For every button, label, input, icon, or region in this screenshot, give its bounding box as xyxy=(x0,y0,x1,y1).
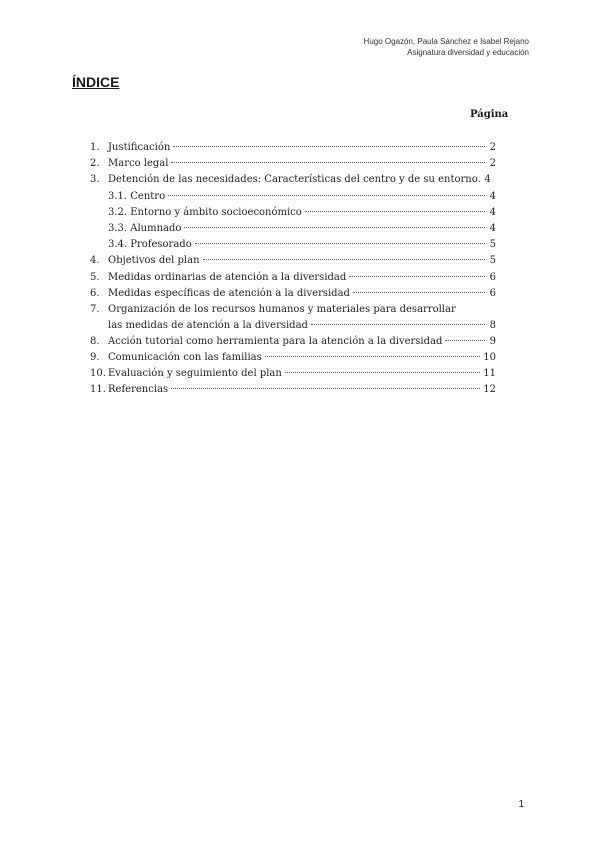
toc-item-page: 2 xyxy=(489,142,496,153)
toc-item-label: Acción tutorial como herramienta para la atención a la diversidad xyxy=(108,335,443,347)
toc-leader-dots xyxy=(171,388,480,389)
toc-item[interactable] xyxy=(90,350,496,366)
toc-item-page: 11 xyxy=(483,368,496,380)
toc-leader-dots xyxy=(305,211,485,212)
header-authors: Hugo Ogazón, Paula Sánchez e Isabel Rejano xyxy=(363,37,529,46)
toc-item-label: Evaluación y seguimiento del plan xyxy=(108,368,282,380)
toc-item-label: Referencias xyxy=(108,384,169,396)
toc-leader-dots xyxy=(353,292,485,293)
toc-leader-dots xyxy=(168,195,485,196)
toc-item-page: 4 xyxy=(489,206,496,218)
toc-item-number: 8. xyxy=(90,335,100,347)
page-title: ÍNDICE xyxy=(72,74,120,90)
toc-item-label-line1: Organización de los recursos humanos y materiales para desarrollar xyxy=(108,303,456,315)
toc-subitem[interactable] xyxy=(90,189,496,205)
toc-leader-dots xyxy=(285,372,480,373)
toc-item-label: Medidas ordinarias de atención a la diversidad xyxy=(108,271,347,283)
page-header xyxy=(364,36,529,58)
toc-item-number: 4. xyxy=(90,255,100,267)
toc-item-number: 5. xyxy=(90,271,100,283)
toc-item-label: Justificación xyxy=(108,142,171,153)
toc-leader-dots xyxy=(311,324,485,325)
toc-item[interactable] xyxy=(90,334,496,350)
toc-leader-dots xyxy=(349,276,485,277)
toc-item-number: 6. xyxy=(90,287,100,299)
toc-item[interactable] xyxy=(90,270,496,286)
page-number: 1 xyxy=(518,799,524,810)
toc-item[interactable] xyxy=(90,140,496,156)
toc-item-page: 2 xyxy=(489,158,496,170)
toc-leader-dots xyxy=(173,146,485,147)
toc-item-label: Comunicación con las familias xyxy=(108,352,262,364)
toc-item-page: 12 xyxy=(483,384,496,396)
toc-item[interactable] xyxy=(90,156,496,172)
toc-item[interactable] xyxy=(90,302,496,334)
toc-item[interactable] xyxy=(90,286,496,302)
toc-item-page: 9 xyxy=(489,335,496,347)
toc-item-label: 3.3. Alumnado xyxy=(108,222,182,234)
toc-subitem[interactable] xyxy=(90,237,496,253)
toc-item-page: 4 xyxy=(489,190,496,202)
toc-item-label: Marco legal xyxy=(108,158,169,170)
toc-item-page: 4 xyxy=(484,174,491,186)
toc-item-number: 11. xyxy=(90,384,106,396)
toc-leader-dots xyxy=(171,162,485,163)
toc-item[interactable] xyxy=(90,172,496,188)
toc-item-page: 10 xyxy=(483,352,496,364)
toc-item-label: 3.2. Entorno y ámbito socioeconómico xyxy=(108,206,302,218)
toc-item[interactable] xyxy=(90,253,496,269)
toc-item[interactable] xyxy=(90,382,496,398)
header-subject: Asignatura diversidad y educación xyxy=(407,48,529,57)
toc-item-label: 3.1. Centro xyxy=(108,190,166,202)
toc-subitem[interactable] xyxy=(90,205,496,221)
toc-item-page: 6 xyxy=(489,271,496,283)
toc-leader-dots xyxy=(265,356,480,357)
toc-item-page: 5 xyxy=(489,239,496,251)
toc-item[interactable] xyxy=(90,366,496,382)
toc-leader-dots xyxy=(203,259,485,260)
toc-item-number: 7. xyxy=(90,303,100,315)
toc-item-number: 9. xyxy=(90,352,100,364)
toc-item-label: Detención de las necesidades: Características del centro y de su entorno. xyxy=(108,174,481,186)
toc-leader-dots xyxy=(195,243,485,244)
toc-item-label: Medidas específicas de atención a la diversidad xyxy=(108,287,350,299)
toc-item-page: 6 xyxy=(489,287,496,299)
toc-item-number: 10. xyxy=(90,368,106,380)
table-of-contents xyxy=(90,140,496,399)
toc-item-number: 2. xyxy=(90,158,100,170)
toc-item-page: 8 xyxy=(489,319,496,331)
toc-subitem[interactable] xyxy=(90,221,496,237)
toc-item-number: 3. xyxy=(90,174,100,186)
toc-item-label: 3.4. Profesorado xyxy=(108,239,192,251)
toc-leader-dots xyxy=(445,340,485,341)
toc-item-label: las medidas de atención a la diversidad xyxy=(108,319,308,331)
toc-item-page: 5 xyxy=(489,255,496,267)
toc-item-label: Objetivos del plan xyxy=(108,255,200,267)
toc-leader-dots xyxy=(184,227,485,228)
toc-item-page: 4 xyxy=(489,222,496,234)
toc-item-number: 1. xyxy=(90,142,100,153)
page-column-label: Página xyxy=(470,109,509,120)
